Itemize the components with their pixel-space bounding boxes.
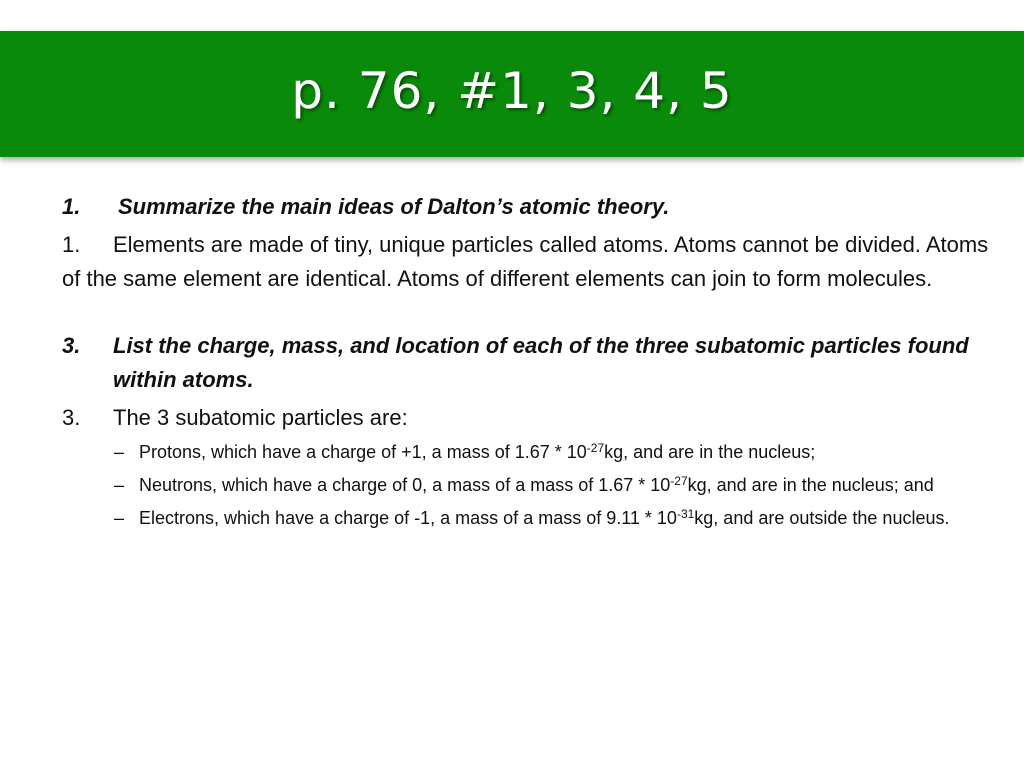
spacer	[62, 296, 992, 329]
question-1-number: 1.	[62, 194, 81, 219]
answer-1-text: Elements are made of tiny, unique particles called atoms. Atoms cannot be divided. Atoms of the same element are identical. Atoms of different elements can join to form molecules.	[62, 232, 989, 291]
answer-3	[62, 401, 992, 435]
exponent: -31	[676, 507, 695, 521]
exponent: -27	[670, 474, 688, 488]
title-bar	[0, 31, 1024, 157]
list-item-text: Electrons, which have a charge of -1, a mass of a mass of $9.11 * 10^{-31}kg$, and are outside the nucleus.	[139, 507, 950, 528]
bullet-dash: –	[114, 442, 125, 462]
slide-title: p. 76, #1, 3, 4, 5	[291, 62, 733, 120]
list-item-electrons	[62, 505, 992, 532]
answer-1-number: 1.	[62, 232, 81, 257]
answer-1	[62, 228, 992, 296]
exponent: -27	[586, 441, 605, 455]
question-1	[62, 190, 992, 224]
question-3-number: 3.	[62, 333, 81, 358]
bullet-dash: –	[114, 475, 125, 495]
list-item-text: Protons, which have a charge of +1, a mass of $1.67 * 10^{-27}kg$, and are in the nucleus;	[139, 441, 816, 462]
particle-list	[62, 439, 992, 532]
question-3-text: List the charge, mass, and location of each of the three subatomic particles found within atoms.	[113, 333, 969, 392]
answer-3-number: 3.	[62, 405, 81, 430]
list-item-neutrons	[62, 472, 992, 499]
slide-content	[62, 190, 992, 538]
question-3	[62, 329, 992, 397]
question-1-text: Summarize the main ideas of Dalton’s atomic theory.	[118, 194, 670, 219]
answer-3-text: The 3 subatomic particles are:	[113, 405, 408, 430]
list-item-text: Neutrons, which have a charge of 0, a mass of a mass of $1.67 * 10^{-27}kg$, and are in the nucleus; and	[139, 474, 934, 495]
bullet-dash: –	[114, 508, 125, 528]
list-item-protons	[62, 439, 992, 466]
